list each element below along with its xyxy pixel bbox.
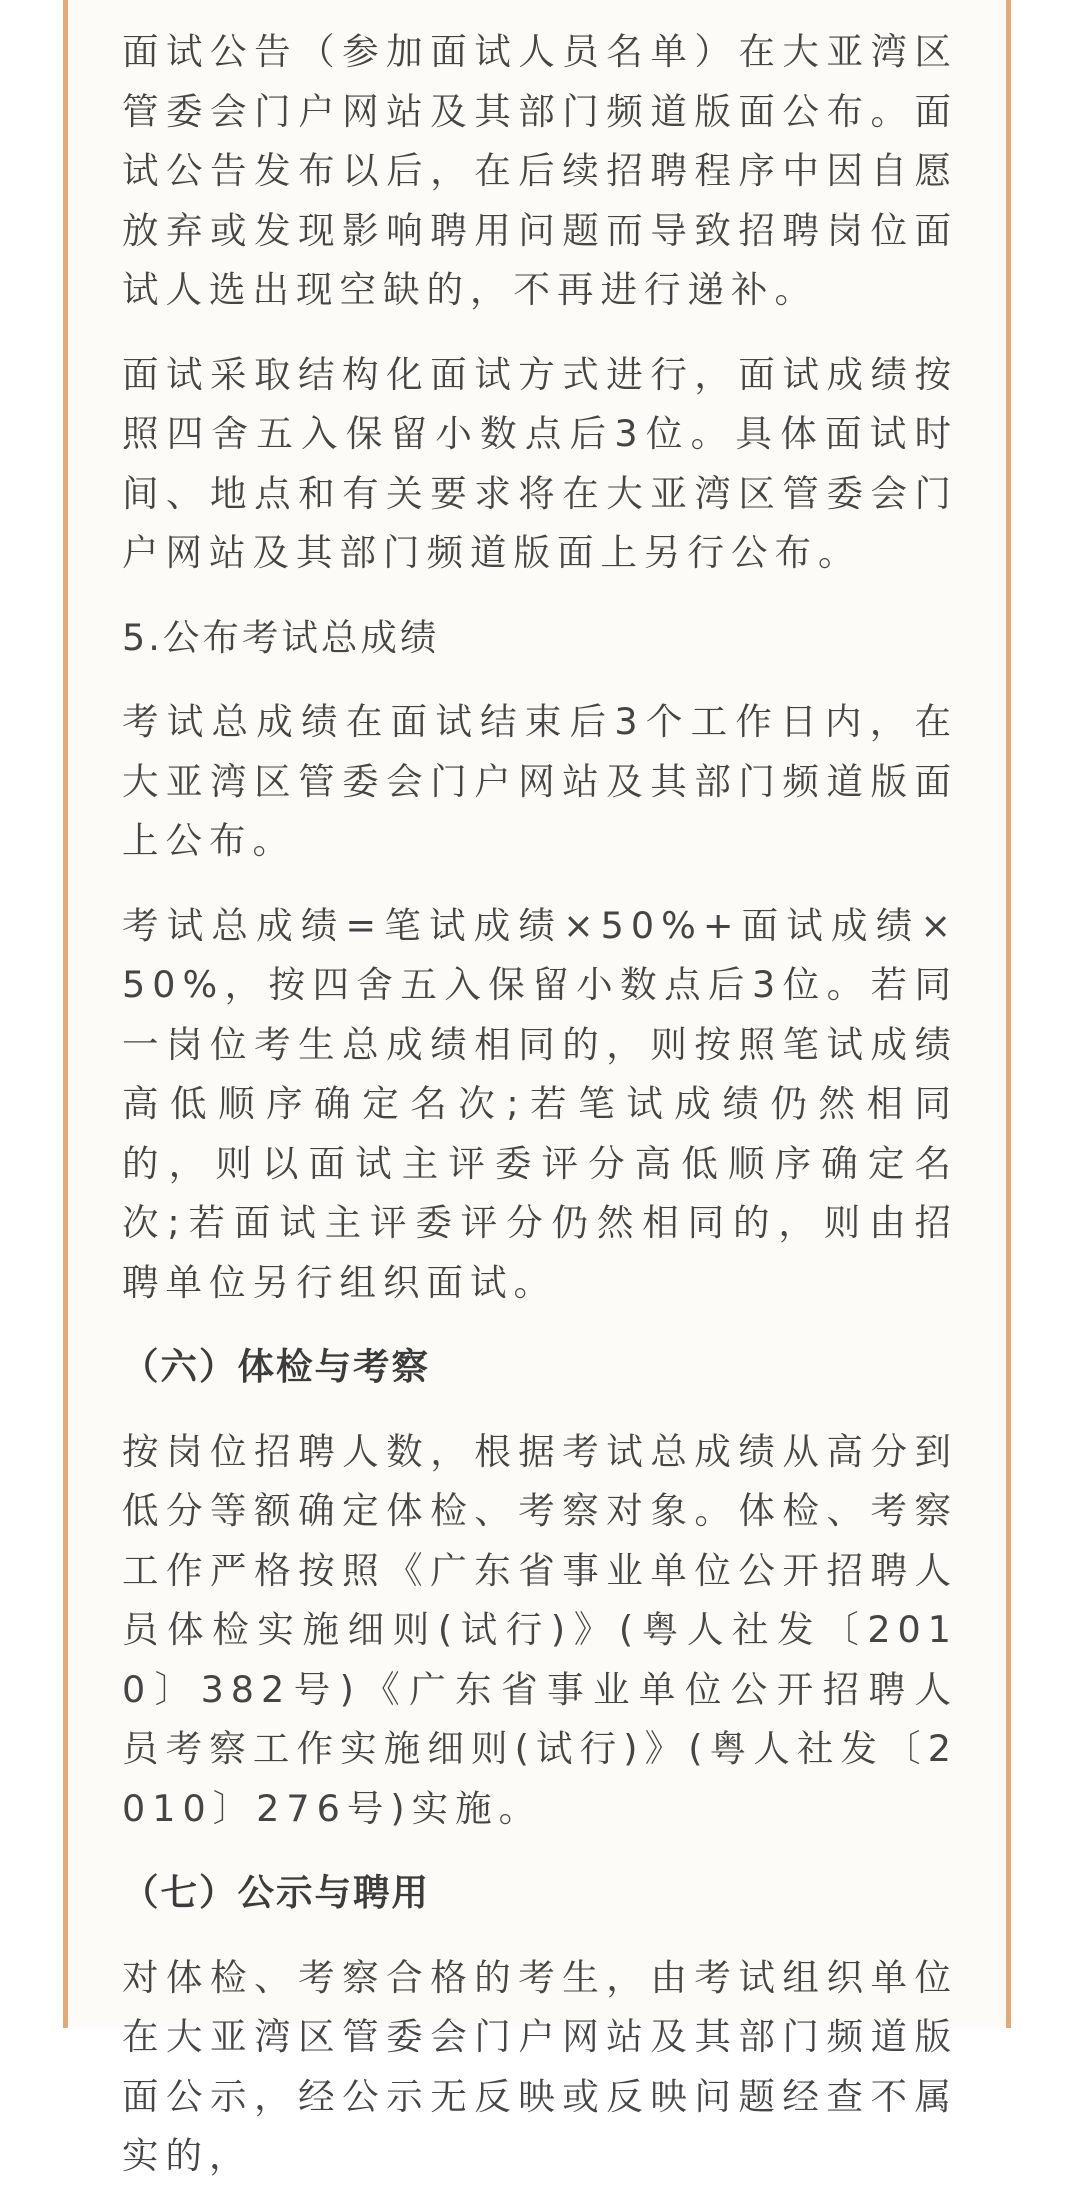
- paragraph-publicity-employment: 对体检、考察合格的考生，由考试组织单位在大亚湾区管委会门户网站及其部门频道版面公示，经公示无反映或反映问题经查不属实的，: [122, 1955, 958, 2177]
- article-content: [122, 22, 958, 2186]
- paragraph-medical-exam: 按岗位招聘人数，根据考试总成绩从高分到低分等额确定体检、考察对象。体检、考察工作严格按照《广东省事业单位公开招聘人员体检实施细则(试行)》(粤人社发〔2010〕382号)《广东省事业单位公开招聘人员考察工作实施细则(试行)》(粤人社发〔2010〕276号)实施。: [122, 1429, 958, 1830]
- paragraph-score-announcement: 考试总成绩在面试结束后3个工作日内，在大亚湾区管委会门户网站及其部门频道版面上公布。: [122, 700, 958, 862]
- subheading-total-score: 5.公布考试总成绩: [122, 615, 440, 659]
- paragraph-score-formula: 考试总成绩=笔试成绩×50%+面试成绩×50%，按四舍五入保留小数点后3位。若同一岗位考生总成绩相同的，则按照笔试成绩高低顺序确定名次;若笔试成绩仍然相同的，则以面试主评委评分高低顺序确定名次;若面试主评委评分仍然相同的，则由招聘单位另行组织面试。: [122, 903, 958, 1304]
- heading-publicity-employment: （七）公示与聘用: [122, 1871, 430, 1914]
- paragraph-interview-method: 面试采取结构化面试方式进行，面试成绩按照四舍五入保留小数点后3位。具体面试时间、地点和有关要求将在大亚湾区管委会门户网站及其部门频道版面上另行公布。: [122, 352, 958, 574]
- paragraph-interview-notice: 面试公告（参加面试人员名单）在大亚湾区管委会门户网站及其部门频道版面公布。面试公告发布以后，在后续招聘程序中因自愿放弃或发现影响聘用问题而导致招聘岗位面试人选出现空缺的，不再进行递补。: [122, 30, 958, 311]
- article-panel: [63, 0, 1011, 2177]
- heading-medical-exam: （六）体检与考察: [122, 1345, 430, 1388]
